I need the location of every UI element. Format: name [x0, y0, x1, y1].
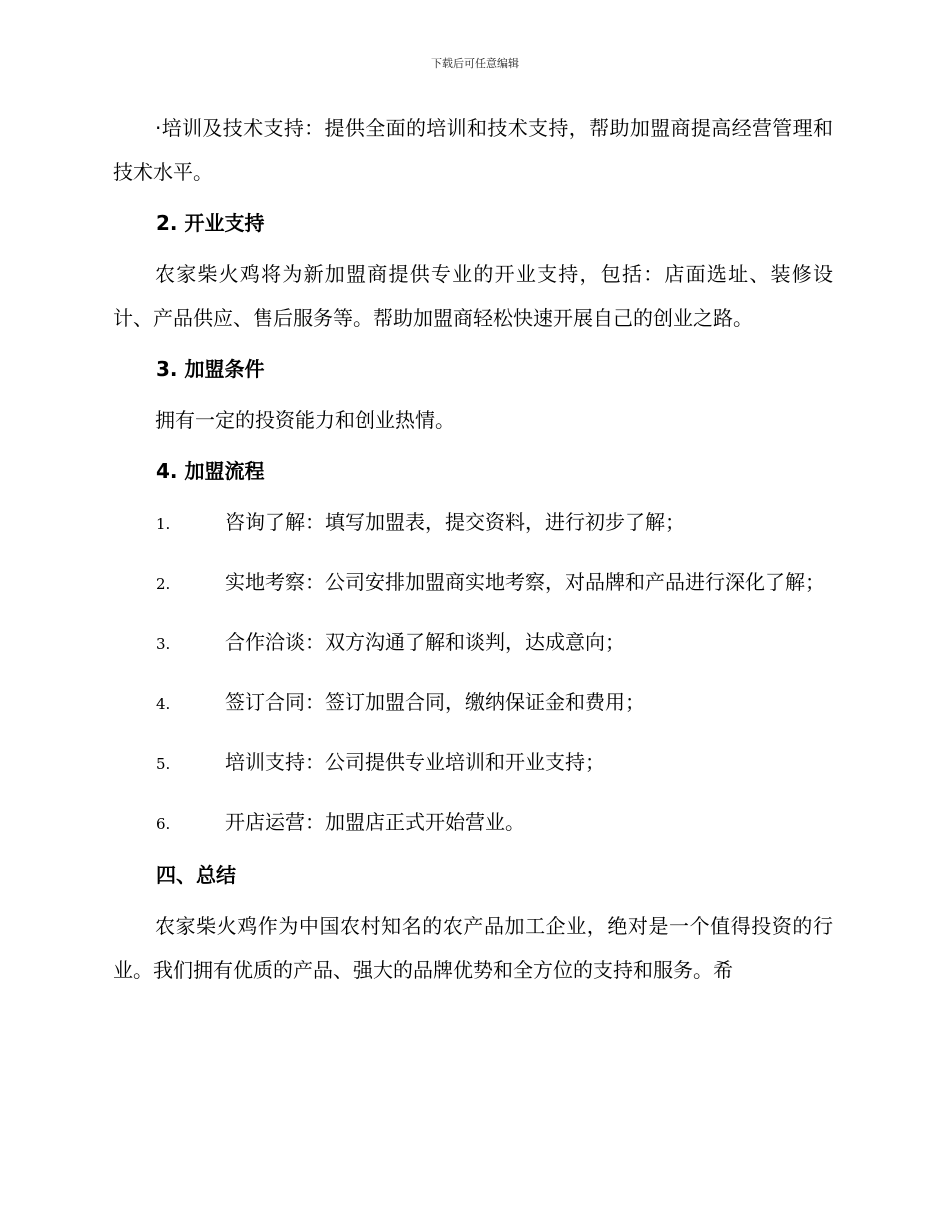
list-item [113, 680, 833, 726]
list-item [113, 740, 833, 786]
process-heading: 4. 加盟流程 [156, 459, 265, 483]
conditions-heading: 3. 加盟条件 [156, 357, 265, 381]
list-item-number: 5. [156, 755, 171, 773]
list-item-text: 合作洽谈：双方沟通了解和谈判，达成意向； [225, 630, 625, 654]
list-item-text: 培训支持：公司提供专业培训和开业支持； [225, 750, 605, 774]
opening-support-paragraph: 农家柴火鸡将为新加盟商提供专业的开业支持，包括：店面选址、装修设计、产品供应、售后服务等。帮助加盟商轻松快速开展自己的创业之路。 [113, 262, 833, 330]
training-support-paragraph: ·培训及技术支持：提供全面的培训和技术支持，帮助加盟商提高经营管理和技术水平。 [113, 116, 833, 184]
conditions-paragraph: 拥有一定的投资能力和创业热情。 [155, 408, 455, 432]
list-item-text: 咨询了解：填写加盟表，提交资料，进行初步了解； [225, 510, 685, 534]
list-item-text: 开店运营：加盟店正式开始营业。 [225, 810, 525, 834]
list-item-number: 6. [156, 815, 171, 833]
summary-paragraph: 农家柴火鸡作为中国农村知名的农产品加工企业，绝对是一个值得投资的行业。我们拥有优质的产品、强大的品牌优势和全方位的支持和服务。希 [113, 914, 833, 982]
summary-heading: 四、总结 [156, 863, 236, 887]
list-item-number: 1. [156, 515, 171, 533]
list-item [113, 560, 833, 606]
list-item-number: 4. [156, 695, 171, 713]
list-item-number: 2. [156, 575, 171, 593]
list-item-number: 3. [156, 635, 171, 653]
list-item [113, 500, 833, 546]
process-list [113, 500, 833, 846]
list-item [113, 620, 833, 666]
opening-support-heading: 2. 开业支持 [156, 211, 265, 235]
list-item [113, 800, 833, 846]
list-item-text: 实地考察：公司安排加盟商实地考察，对品牌和产品进行深化了解； [225, 570, 825, 594]
document-body [113, 106, 833, 992]
page-header: 下载后可任意编辑 [431, 57, 519, 70]
list-item-text: 签订合同：签订加盟合同，缴纳保证金和费用； [225, 690, 645, 714]
